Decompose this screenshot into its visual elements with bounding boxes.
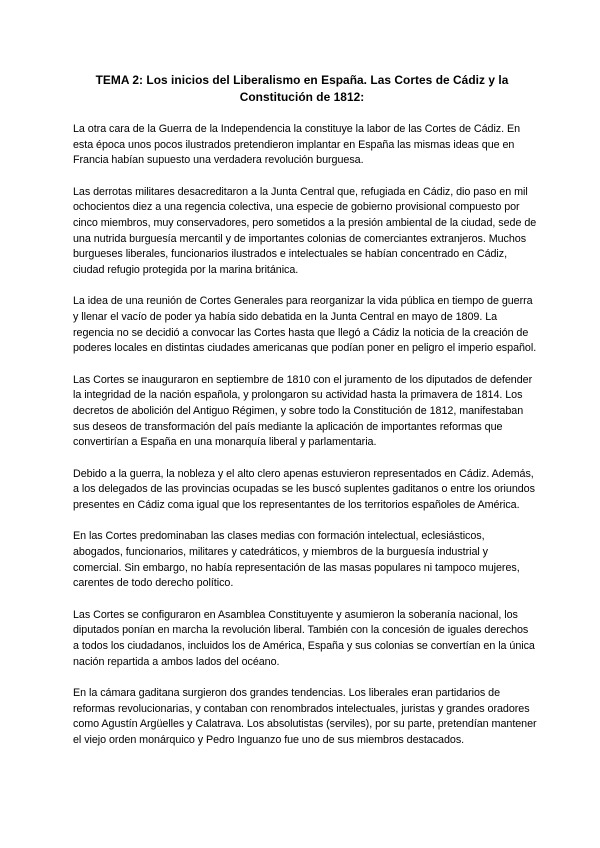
paragraph-tendencias: En la cámara gaditana surgieron dos grandes tendencias. Los liberales eran partidarios de reformas revolucionarias, y contaban con renombrados intelectuales, juristas y grandes oradores como Agustín Argüelles y Calatrava. Los absolutistas (serviles), por su parte, pretendían mantener el viejo orden monárquico y Pedro Inguanzo fue uno de sus miembros destacados. <box>73 687 537 746</box>
paragraph-guerra-independencia: La otra cara de la Guerra de la Independencia la constituye la labor de las Cortes de Cádiz. En esta época unos pocos ilustrados pretendieron implantar en España las mismas ideas que en Francia habían supuesto una verdadera revolución burguesa. <box>73 123 521 167</box>
paragraph-asamblea-constituyente: Las Cortes se configuraron en Asamblea Constituyente y asumieron la soberanía nacional, los diputados ponían en marcha la revolución liberal. También con la concesión de iguales derechos a todos los ciudadanos, incluidos los de América, España y sus colonias se convertían en la única nación repartida a ambos lados del océano. <box>73 608 535 668</box>
paragraph-junta-central: Las derrotas militares desacreditaron a la Junta Central que, refugiada en Cádiz, dio paso en mil ochocientos diez a una regencia colectiva, una especie de gobierno provisional compuesto por cinco miembros, muy conservadores, pero sometidos a la presión ambiental de la ciudad, sede de una nutrida burguesía mercantil y de importantes colonias de comerciantes extranjeros. Muchos burgueses liberales, funcionarios ilustrados e intelectuales se habían concentrado en Cádiz, ciudad refugio protegida por la marina británica. <box>73 185 537 276</box>
paragraph-representacion: Debido a la guerra, la nobleza y el alto clero apenas estuvieron representados en Cádiz. Además, a los delegados de las provincias ocupadas se les buscó suplentes gaditanos o entre los oriundos presentes en Cádiz coma igual que los representantes de los territorios españoles de América. <box>73 467 535 511</box>
paragraph-cortes-generales: La idea de una reunión de Cortes Generales para reorganizar la vida pública en tiempo de guerra y llenar el vacío de poder ya había sido debatida en la Junta Central en mayo de 1809. La regencia no se decidió a convocar las Cortes hasta que llegó a Cádiz la noticia de la creación de poderes locales en distintas ciudades americanas que podían poner en peligro el imperio español. <box>73 295 537 355</box>
paragraph-inauguracion-cortes: Las Cortes se inauguraron en septiembre de 1810 con el juramento de los diputados de defender la integridad de la nación española, y prolongaron su actividad hasta la primavera de 1814. Los decretos de abolición del Antiguo Régimen, y sobre todo la Constitución de 1812, manifestaban sus deseos de transformación del país mediante la aplicación de importantes reformas que convertirían a España en una monarquía liberal y parlamentaria. <box>73 373 533 449</box>
paragraph-clases-medias: En las Cortes predominaban las clases medias con formación intelectual, eclesiásticos, abogados, funcionarios, militares y catedráticos, y miembros de la burguesía industrial y comercial. Sin embargo, no había representación de las masas populares ni tampoco mujeres, carentes de todo derecho político. <box>73 530 520 590</box>
document-title: TEMA 2: Los inicios del Liberalismo en España. Las Cortes de Cádiz y la Constitución de 1812: <box>95 73 509 104</box>
document-body <box>73 122 537 765</box>
